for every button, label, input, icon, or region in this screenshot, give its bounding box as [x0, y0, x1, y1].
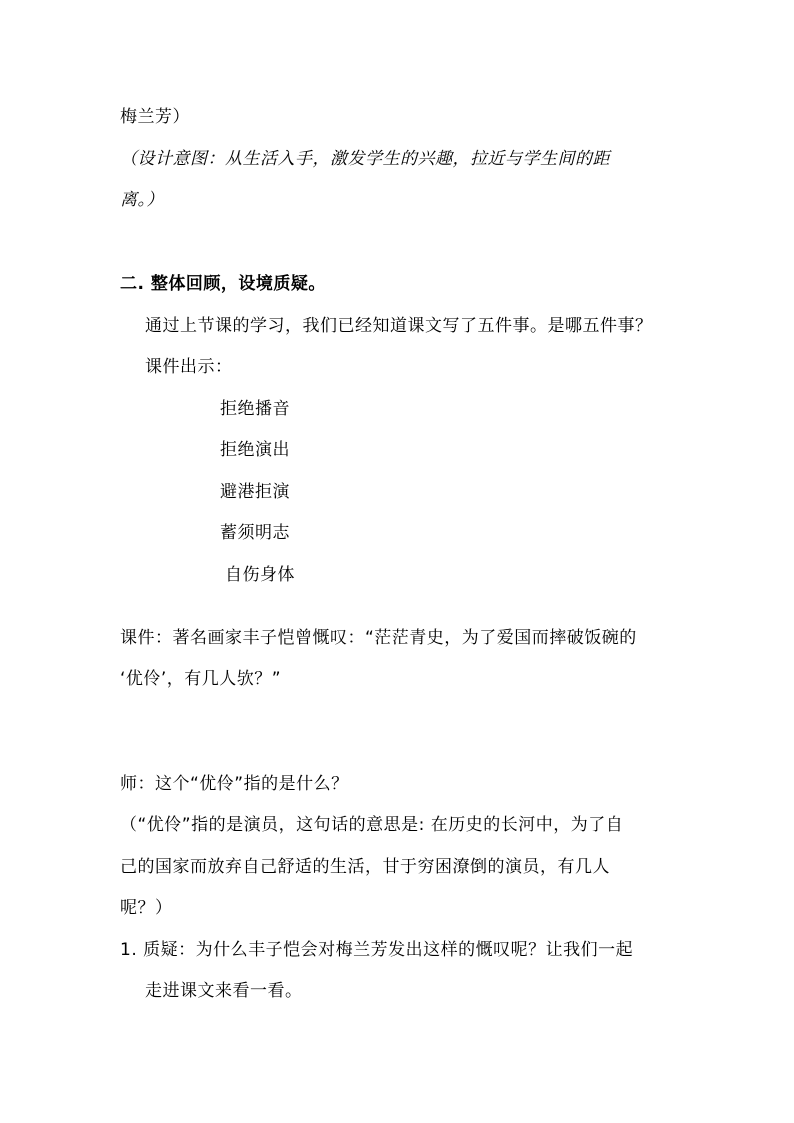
- event-item: 拒绝播音: [220, 399, 290, 419]
- review-text: 通过上节课的学习，我们已经知道课文写了五件事。是哪五件事？: [145, 316, 653, 336]
- quote-line-1: 课件：著名画家丰子恺曾慨叹：“茫茫青史，为了爱国而摔破饭碗的: [120, 628, 637, 648]
- event-item: 自伤身体: [225, 565, 295, 585]
- intro-tail-text: 梅兰芳）: [120, 107, 190, 127]
- event-item: 蓄须明志: [220, 523, 290, 543]
- answer-line-2: 己的国家而放弃自己舒适的生活，甘于穷困潦倒的演员，有几人: [120, 857, 610, 877]
- courseware-label: 课件出示：: [145, 357, 233, 377]
- event-item: 避港拒演: [220, 482, 290, 502]
- event-item: 拒绝演出: [220, 440, 290, 460]
- question-line-2: 走进课文来看一看。: [145, 981, 303, 1001]
- answer-line-1: （“优伶”指的是演员，这句话的意思是: 在历史的长河中，为了自: [120, 815, 624, 835]
- answer-line-3: 呢？）: [120, 898, 173, 918]
- design-intent-line-2: 离。）: [120, 190, 164, 210]
- quote-line-2: ‘优伶’，有几人欤？”: [120, 669, 282, 689]
- teacher-question: 师：这个“优伶”指的是什么？: [120, 774, 349, 794]
- question-line-1: 1. 质疑：为什么丰子恺会对梅兰芳发出这样的慨叹呢？让我们一起: [120, 940, 634, 960]
- section-heading: 二. 整体回顾，设境质疑。: [120, 274, 326, 294]
- design-intent-line-1: （设计意图：从生活入手，激发学生的兴趣，拉近与学生间的距: [120, 149, 610, 169]
